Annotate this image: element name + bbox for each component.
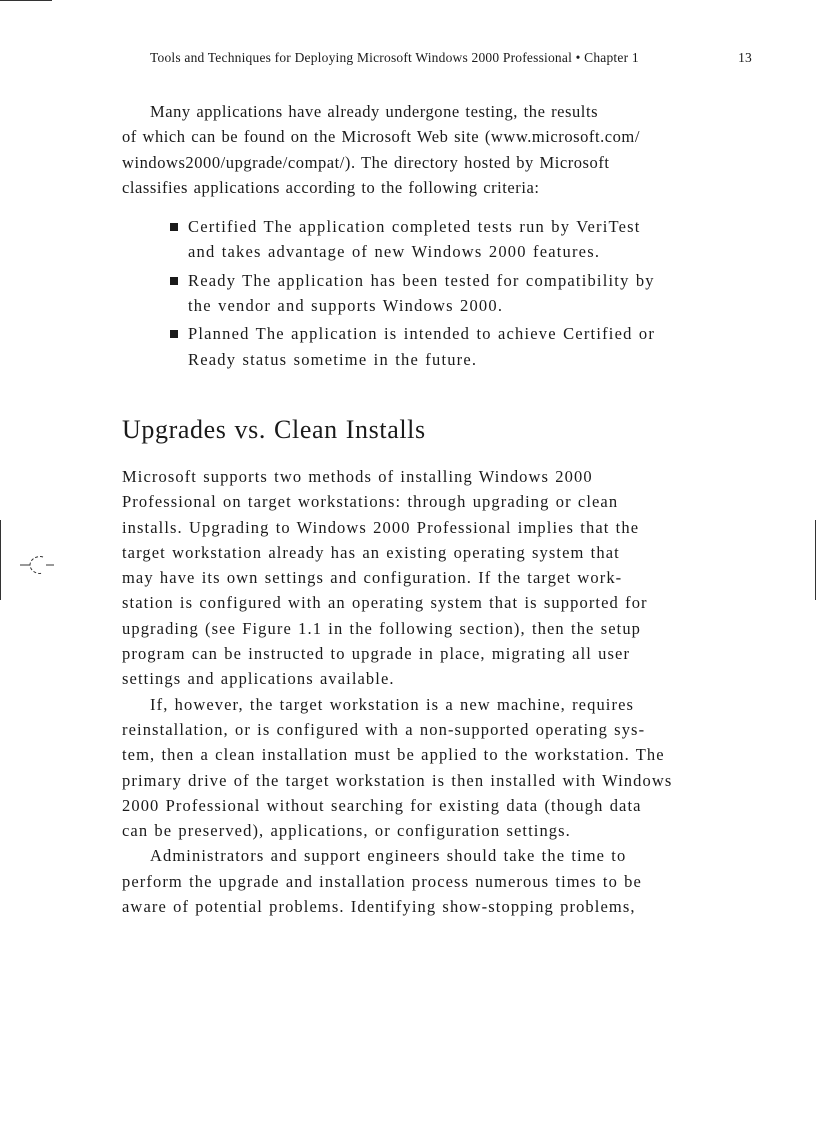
criteria-item-planned: Planned The application is intended to achieve Certified or Ready status sometime in the future.	[170, 321, 702, 372]
criteria-term: Certified	[188, 217, 258, 237]
intro-line: windows2000/upgrade/compat/). The directory hosted by Microsoft	[122, 152, 610, 172]
running-title: Tools and Techniques for Deploying Microsoft Windows 2000 Professional • Chapter 1	[150, 50, 639, 65]
intro-line: classifies applications according to the following criteria:	[122, 177, 540, 197]
paragraph-administrators: Administrators and support engineers should take the time to perform the upgrade and installation process numerous times to be aware of potential problems. Identifying show-stopping problems,	[122, 846, 642, 917]
section-heading: Upgrades vs. Clean Installs	[122, 414, 426, 444]
criteria-term: Ready	[188, 270, 237, 290]
hole-punch-mark-icon	[20, 553, 56, 577]
top-rule	[0, 0, 52, 1]
paragraph-upgrade-methods: Microsoft supports two methods of installing Windows 2000 Professional on target workstations: through upgrading or clean installs. Upgrading to Windows 2000 Professional implies that the target workstation already has an existing operating system that may have its own settings and configuration. If the target work- station is configured with an operating system that is supported for upgrading (see Figure 1.1 in the following section), then the setup program can be instructed to upgrade in place, migrating all user settings and applications available.	[122, 466, 648, 689]
margin-binding-line	[0, 520, 1, 600]
criteria-term: Planned	[188, 324, 250, 344]
page-number: 13	[738, 50, 752, 65]
intro-line: Many applications have already undergone testing, the results	[150, 102, 599, 121]
bullet-square-icon	[170, 223, 178, 231]
criteria-item-certified: Certified The application completed tests run by VeriTest and takes advantage of new Windows 2000 features.	[170, 214, 702, 265]
paragraph-clean-install: If, however, the target workstation is a new machine, requires reinstallation, or is configured with a non-supported operating sys- tem, then a clean installation must be applied to the workstation. The primary drive of the target workstation is then installed with Windows 2000 Professional without searching for existing data (though data can be preserved), applications, or configuration settings.	[122, 694, 673, 841]
bullet-square-icon	[170, 330, 178, 338]
criteria-item-ready: Ready The application has been tested for compatibility by the vendor and supports Windows 2000.	[170, 268, 702, 319]
bullet-square-icon	[170, 277, 178, 285]
running-header	[150, 50, 752, 70]
criteria-list	[170, 214, 702, 372]
intro-line: of which can be found on the Microsoft Web site (www.microsoft.com/	[122, 127, 640, 147]
page-body	[122, 99, 702, 919]
